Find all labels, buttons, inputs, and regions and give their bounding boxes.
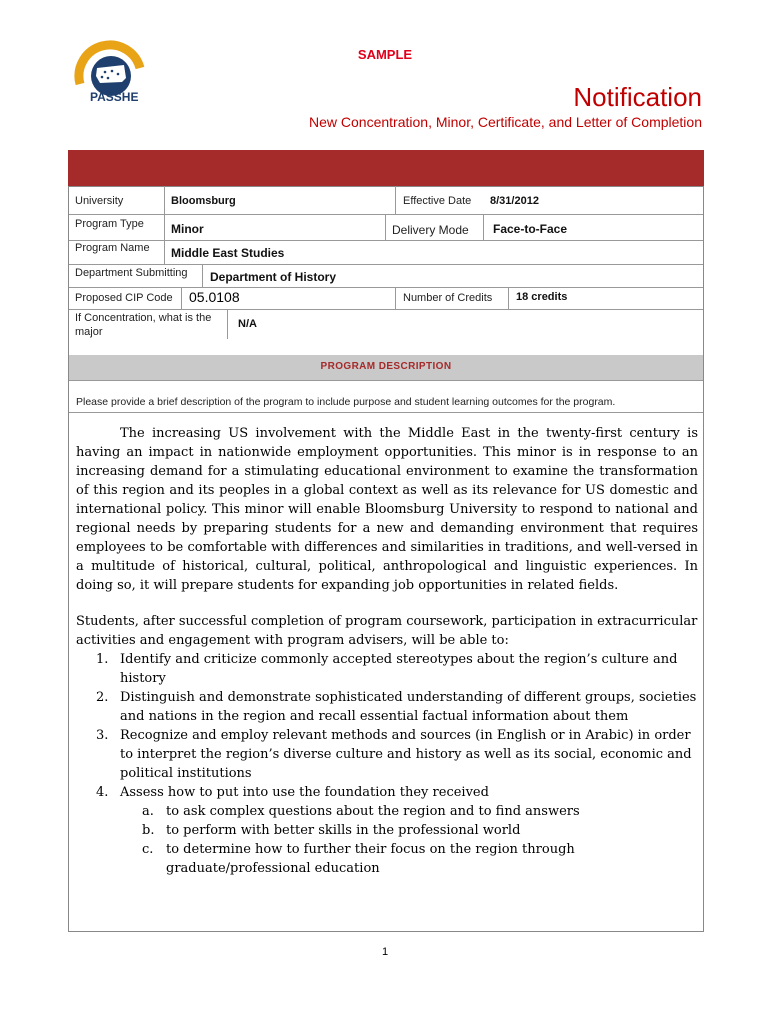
university-label: University bbox=[75, 195, 124, 207]
sub-list-item bbox=[76, 840, 698, 878]
list-text: Assess how to put into use the foundation they received bbox=[120, 785, 489, 800]
department-value: Department of History bbox=[210, 270, 337, 284]
col-divider bbox=[164, 214, 165, 264]
program-description bbox=[76, 424, 698, 878]
effective-date-value: 8/31/2012 bbox=[490, 195, 539, 207]
program-name-value: Middle East Studies bbox=[171, 246, 285, 260]
list-text: Identify and criticize commonly accepted stereotypes about the region’s culture and history bbox=[120, 652, 678, 686]
concentration-label-line: major bbox=[75, 326, 103, 338]
sub-list-item bbox=[76, 802, 698, 821]
concentration-label-line: If Concentration, what is the bbox=[75, 312, 212, 324]
col-divider bbox=[395, 186, 396, 214]
page-number: 1 bbox=[381, 946, 389, 958]
col-divider bbox=[508, 287, 509, 309]
list-item bbox=[76, 726, 698, 783]
credits-label: Number of Credits bbox=[403, 292, 493, 304]
row-divider bbox=[69, 264, 703, 265]
cip-code-label: Proposed CIP Code bbox=[75, 292, 173, 304]
outcomes-intro: Students, after successful completion of program coursework, participation in extracurricular activities and engagement with program advisers, will be able to: bbox=[76, 614, 698, 648]
logo-text: PASSHE bbox=[90, 90, 139, 104]
list-text: to ask complex questions about the region and to find answers bbox=[166, 804, 580, 819]
list-text: to perform with better skills in the professional world bbox=[166, 823, 521, 838]
col-divider bbox=[483, 214, 484, 240]
list-item bbox=[76, 688, 698, 726]
col-divider bbox=[181, 287, 182, 309]
outcomes-list bbox=[76, 650, 698, 878]
col-divider bbox=[385, 214, 386, 240]
list-letter: a. bbox=[142, 804, 154, 819]
list-number: 4. bbox=[96, 785, 109, 800]
concentration-label bbox=[75, 311, 211, 339]
list-item bbox=[76, 650, 698, 688]
cip-code-value: 05.0108 bbox=[189, 289, 240, 305]
sample-label: SAMPLE bbox=[357, 47, 413, 62]
sub-list-item bbox=[76, 821, 698, 840]
section-title: PROGRAM DESCRIPTION bbox=[320, 361, 452, 372]
effective-date-label: Effective Date bbox=[403, 195, 472, 207]
description-paragraph: The increasing US involvement with the Middle East in the twenty-first century is having an impact in nationwide employment opportunities. This minor is in response to an increasing demand for a stimulating educational environment to examine the transformation of this region and its peoples in a global context as well as its relevance for US domestic and international policy. This minor will enable Bloomsburg University to respond to national and regional needs by preparing students for a new and demanding environment that requires employees to be comfortable with differences and similarities in traditions, and well-versed in a multitude of historical, cultural, political, anthropological and linguistic experiences. In doing so, it will prepare students for expanding job opportunities in related fields. bbox=[76, 426, 698, 593]
credits-value: 18 credits bbox=[516, 291, 568, 303]
list-letter: b. bbox=[142, 823, 155, 838]
page-subtitle: New Concentration, Minor, Certificate, and Letter of Completion bbox=[309, 114, 702, 130]
row-divider bbox=[69, 380, 703, 381]
list-number: 1. bbox=[96, 652, 109, 667]
list-text: Distinguish and demonstrate sophisticated understanding of different groups, societies and nations in the region and recall essential factual information about them bbox=[120, 690, 697, 724]
program-type-value: Minor bbox=[171, 222, 204, 236]
delivery-mode-value: Face-to-Face bbox=[493, 222, 568, 236]
list-number: 2. bbox=[96, 690, 109, 705]
col-divider bbox=[202, 264, 203, 287]
list-letter: c. bbox=[142, 842, 154, 857]
passhe-logo bbox=[72, 38, 150, 110]
program-type-label: Program Type bbox=[75, 218, 144, 230]
list-number: 3. bbox=[96, 728, 109, 743]
list-text: to determine how to further their focus on the region through graduate/professional education bbox=[166, 842, 575, 876]
concentration-value: N/A bbox=[238, 318, 257, 330]
col-divider bbox=[164, 186, 165, 214]
page-title: Notification bbox=[573, 82, 702, 112]
row-divider bbox=[69, 287, 703, 288]
department-label: Department Submitting bbox=[75, 267, 188, 279]
row-divider bbox=[69, 412, 703, 413]
list-item bbox=[76, 783, 698, 802]
delivery-mode-label: Delivery Mode bbox=[392, 223, 469, 237]
section-instruction: Please provide a brief description of the program to include purpose and student learning outcomes for the program. bbox=[76, 396, 616, 408]
col-divider bbox=[395, 287, 396, 309]
header-banner bbox=[68, 150, 704, 186]
program-name-label: Program Name bbox=[75, 242, 150, 254]
list-text: Recognize and employ relevant methods and sources (in English or in Arabic) in order to interpret the region’s diverse culture and history as well as its social, economic and political institutions bbox=[120, 728, 692, 781]
row-divider bbox=[69, 309, 703, 310]
col-divider bbox=[227, 309, 228, 339]
university-value: Bloomsburg bbox=[171, 195, 236, 207]
